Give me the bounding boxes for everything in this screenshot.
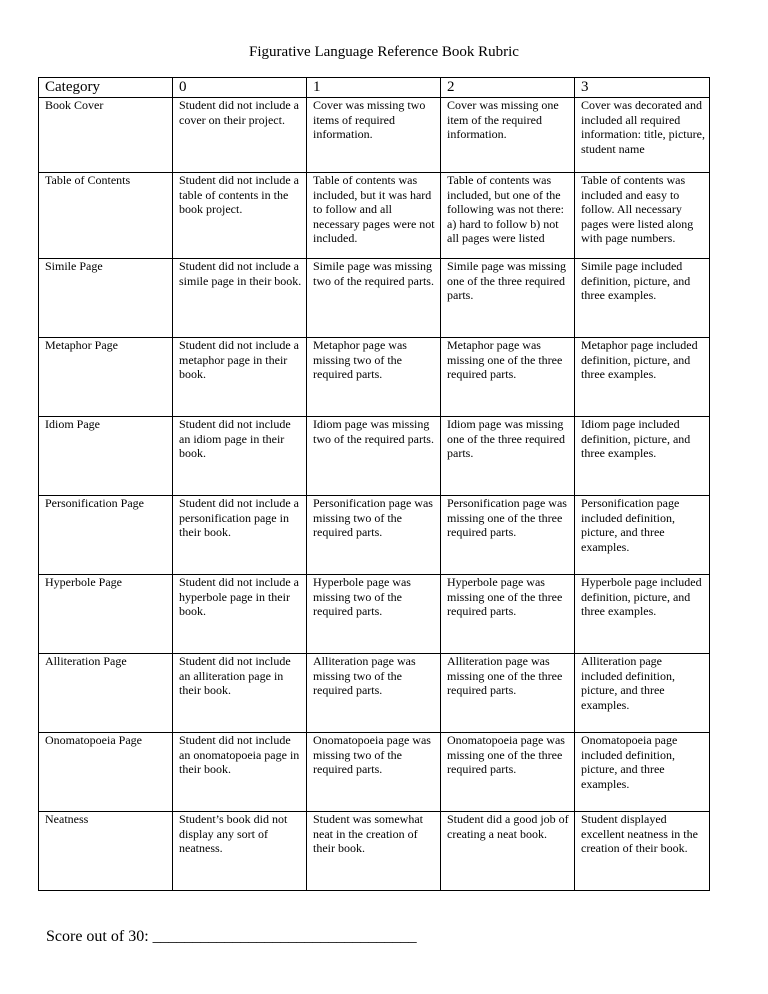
category-cell: Table of Contents [39,173,173,259]
score-3-cell: Cover was decorated and included all required information: title, picture, student name [575,98,710,173]
table-row [39,98,710,173]
table-row [39,496,710,575]
score-3-cell: Onomatopoeia page included definition, picture, and three examples. [575,733,710,812]
score-line: Score out of 30: _________________________________ [46,928,417,945]
score-0-cell: Student did not include a hyperbole page in their book. [173,575,307,654]
score-3-cell: Student displayed excellent neatness in the creation of their book. [575,812,710,891]
score-2-cell: Student did a good job of creating a neat book. [441,812,575,891]
table-row [39,173,710,259]
score-0-cell: Student did not include a table of contents in the book project. [173,173,307,259]
table-row [39,654,710,733]
rubric-table [38,77,710,891]
table-row [39,338,710,417]
score-0-cell: Student did not include a metaphor page in their book. [173,338,307,417]
header-row [39,78,710,98]
score-3-cell: Alliteration page included definition, picture, and three examples. [575,654,710,733]
score-2-cell: Simile page was missing one of the three required parts. [441,259,575,338]
table-row [39,812,710,891]
score-1-cell: Alliteration page was missing two of the required parts. [307,654,441,733]
score-0-cell: Student did not include an idiom page in their book. [173,417,307,496]
category-cell: Idiom Page [39,417,173,496]
table-row [39,259,710,338]
header-score-2: 2 [441,78,575,98]
score-2-cell: Idiom page was missing one of the three required parts. [441,417,575,496]
score-3-cell: Metaphor page included definition, picture, and three examples. [575,338,710,417]
category-cell: Book Cover [39,98,173,173]
score-0-cell: Student did not include an alliteration page in their book. [173,654,307,733]
category-cell: Hyperbole Page [39,575,173,654]
score-1-cell: Personification page was missing two of the required parts. [307,496,441,575]
category-cell: Personification Page [39,496,173,575]
score-1-cell: Onomatopoeia page was missing two of the required parts. [307,733,441,812]
category-cell: Alliteration Page [39,654,173,733]
score-1-cell: Hyperbole page was missing two of the required parts. [307,575,441,654]
category-cell: Onomatopoeia Page [39,733,173,812]
table-row [39,417,710,496]
score-3-cell: Simile page included definition, picture, and three examples. [575,259,710,338]
table-row [39,575,710,654]
category-cell: Simile Page [39,259,173,338]
score-2-cell: Alliteration page was missing one of the three required parts. [441,654,575,733]
score-1-cell: Table of contents was included, but it was hard to follow and all necessary pages were not included. [307,173,441,259]
score-3-cell: Hyperbole page included definition, picture, and three examples. [575,575,710,654]
header-score-0: 0 [173,78,307,98]
header-category: Category [39,78,173,98]
score-1-cell: Idiom page was missing two of the required parts. [307,417,441,496]
score-1-cell: Simile page was missing two of the required parts. [307,259,441,338]
header-score-3: 3 [575,78,710,98]
score-2-cell: Onomatopoeia page was missing one of the three required parts. [441,733,575,812]
score-2-cell: Cover was missing one item of the required information. [441,98,575,173]
score-3-cell: Table of contents was included and easy to follow. All necessary pages were listed along with page numbers. [575,173,710,259]
document-title: Figurative Language Reference Book Rubric [249,44,519,60]
score-0-cell: Student did not include an onomatopoeia page in their book. [173,733,307,812]
score-1-cell: Cover was missing two items of required information. [307,98,441,173]
score-2-cell: Table of contents was included, but one of the following was not there: a) hard to follow b) not all pages were listed [441,173,575,259]
score-0-cell: Student’s book did not display any sort of neatness. [173,812,307,891]
table-row [39,733,710,812]
score-2-cell: Metaphor page was missing one of the three required parts. [441,338,575,417]
score-2-cell: Hyperbole page was missing one of the three required parts. [441,575,575,654]
score-3-cell: Idiom page included definition, picture, and three examples. [575,417,710,496]
header-score-1: 1 [307,78,441,98]
category-cell: Neatness [39,812,173,891]
score-0-cell: Student did not include a personification page in their book. [173,496,307,575]
score-1-cell: Metaphor page was missing two of the required parts. [307,338,441,417]
score-1-cell: Student was somewhat neat in the creation of their book. [307,812,441,891]
category-cell: Metaphor Page [39,338,173,417]
score-0-cell: Student did not include a cover on their project. [173,98,307,173]
score-3-cell: Personification page included definition, picture, and three examples. [575,496,710,575]
score-2-cell: Personification page was missing one of the three required parts. [441,496,575,575]
score-0-cell: Student did not include a simile page in their book. [173,259,307,338]
